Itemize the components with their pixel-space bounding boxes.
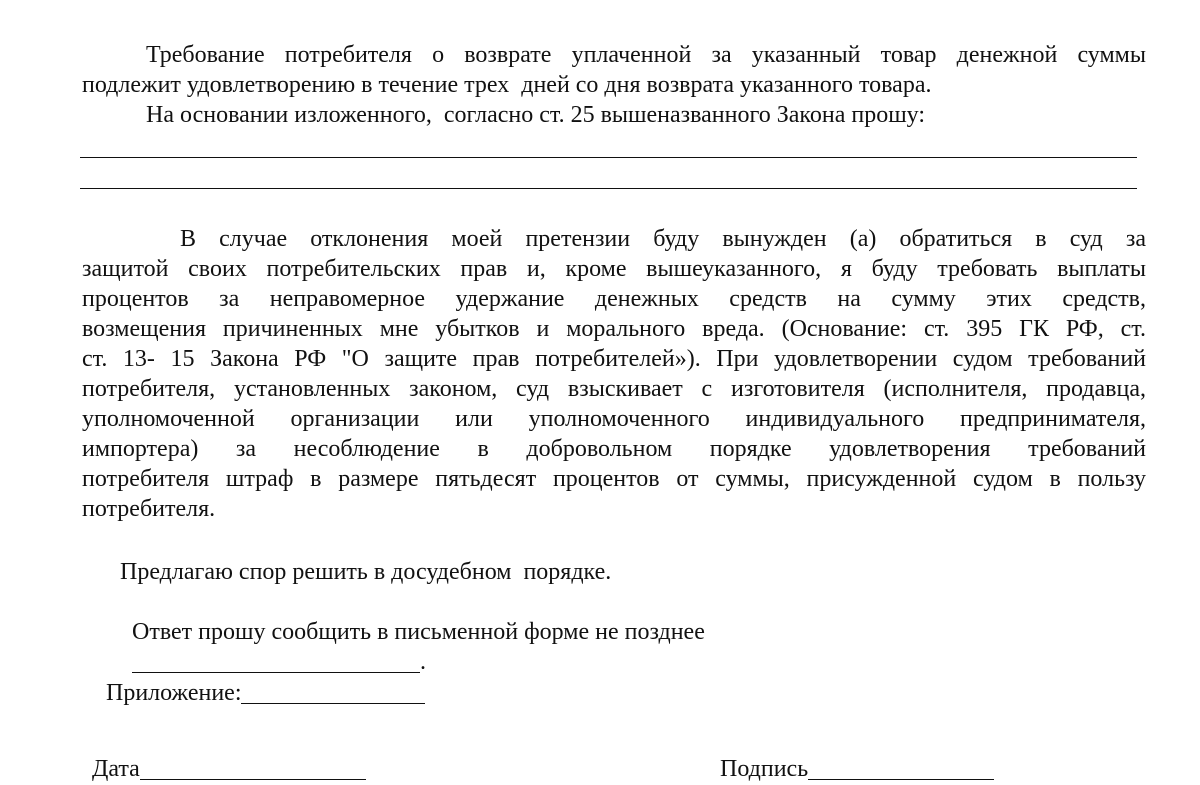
answer-line	[120, 587, 705, 675]
request-blank-line-2[interactable]	[80, 188, 1137, 189]
date-blank[interactable]	[140, 755, 366, 780]
paragraph2-line: защитой своих потребительских прав и, кроме вышеуказанного, я буду требовать выплаты	[82, 256, 1146, 282]
attachment-row	[94, 648, 425, 706]
paragraph2-line: возмещения причиненных мне убытков и морального вреда. (Основание: ст. 395 ГК РФ, ст.	[82, 316, 1146, 342]
answer-line-text: Ответ прошу сообщить в письменной форме не позднее	[132, 619, 705, 645]
request-blank-line-1[interactable]	[80, 157, 1137, 158]
date-label: Дата	[92, 756, 140, 782]
paragraph2-line: потребителя штраф в размере пятьдесят процентов от суммы, присужденной судом в пользу	[82, 466, 1146, 492]
paragraph2-line: импортера) за несоблюдение в добровольном порядке удовлетворения требований	[82, 436, 1146, 462]
date-row	[80, 724, 366, 782]
answer-line-period: .	[420, 649, 426, 675]
signature-blank[interactable]	[808, 755, 994, 780]
signature-label: Подпись	[720, 756, 809, 782]
paragraph2-line: уполномоченной организации или уполномоченного индивидуального предпринимателя,	[82, 406, 1146, 432]
paragraph1-line1: Требование потребителя о возврате уплаченной за указанный товар денежной суммы	[146, 42, 1146, 68]
attachment-label: Приложение:	[106, 680, 242, 706]
paragraph1-line3: На основании изложенного, согласно ст. 25 вышеназванного Закона прошу:	[146, 102, 926, 128]
paragraph2-line: ст. 13- 15 Закона РФ "О защите прав потребителей»). При удовлетворении судом требований	[82, 346, 1146, 372]
dispute-line: Предлагаю спор решить в досудебном порядке.	[120, 559, 612, 585]
paragraph2-line: потребителя, установленных законом, суд взыскивает с изготовителя (исполнителя, продавца,	[82, 376, 1146, 402]
paragraph2-line: потребителя.	[82, 496, 216, 522]
attachment-blank[interactable]	[241, 679, 425, 704]
paragraph2-line: процентов за неправомерное удержание денежных средств на сумму этих средств,	[82, 286, 1146, 312]
paragraph2-line: В случае отклонения моей претензии буду вынужден (а) обратиться в суд за	[180, 226, 1146, 252]
signature-row	[708, 724, 994, 782]
paragraph1-line2: подлежит удовлетворению в течение трех дней со дня возврата указанного товара.	[82, 72, 932, 98]
